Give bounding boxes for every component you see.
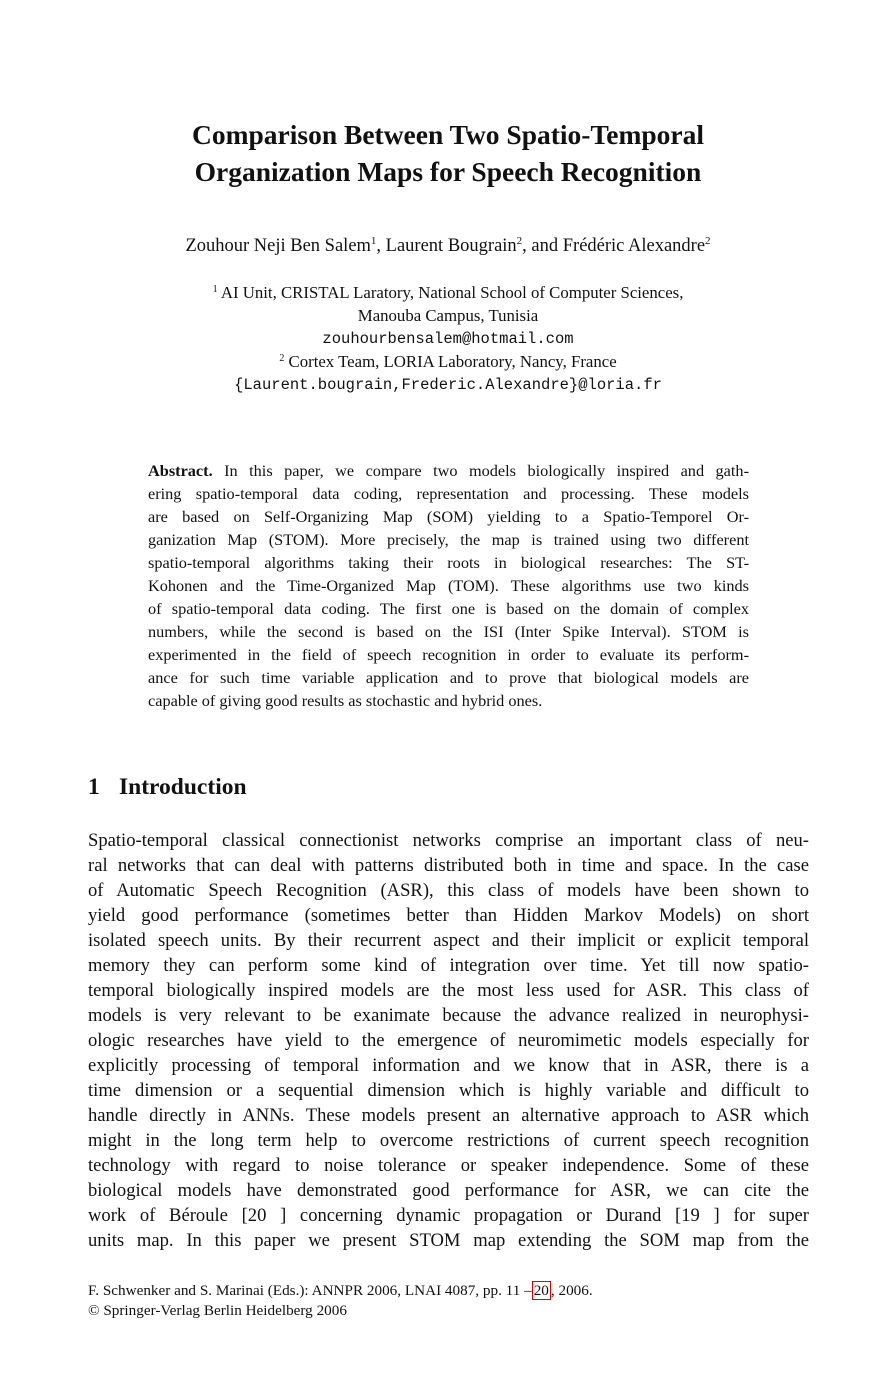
abstract: [148, 459, 749, 712]
abstract-line-text: In this paper, we compare two models biologically inspired and gath-: [212, 461, 749, 480]
section-heading: [88, 772, 247, 802]
abstract-line: experimented in the field of speech recognition in order to evaluate its perform-: [148, 645, 749, 664]
abstract-line: ganization Map (STOM). More precisely, the map is trained using two different: [148, 530, 749, 549]
section-number: 1: [88, 774, 100, 800]
section-title: Introduction: [119, 774, 247, 800]
affiliation-2-text: Cortex Team, LORIA Laboratory, Nancy, France: [284, 352, 617, 371]
body-line: models is very relevant to be exanimate because the advance realized in neurophysi-: [88, 1005, 809, 1026]
abstract-line: of spatio-temporal data coding. The first one is based on the domain of complex: [148, 599, 749, 618]
author-2: , Laurent Bougrain: [376, 236, 517, 256]
author-1-affiliation-mark: 1: [370, 235, 377, 247]
body-line: explicitly processing of temporal information and we know that in ASR, there is a: [88, 1055, 809, 1076]
abstract-line: numbers, while the second is based on the ISI (Inter Spike Interval). STOM is: [148, 622, 749, 641]
abstract-line: are based on Self-Organizing Map (SOM) yielding to a Spatio-Temporel Or-: [148, 507, 749, 526]
footer-citation: [88, 1281, 593, 1301]
body-line: units map. In this paper we present STOM map extending the SOM map from the: [88, 1230, 809, 1251]
body-line: technology with regard to noise tolerance or speaker independence. Some of these: [88, 1155, 809, 1176]
body-line: time dimension or a sequential dimension which is highly variable and difficult to: [88, 1080, 809, 1101]
footer-citation-text: F. Schwenker and S. Marinai (Eds.): ANNPR 2006, LNAI 4087, pp. 11 –: [88, 1282, 532, 1299]
body-line: might in the long term help to overcome restrictions of current speech recognition: [88, 1130, 809, 1151]
affiliation-2-line-1: [0, 351, 896, 373]
author-2-affiliation-mark: 2: [516, 235, 523, 247]
title-line-1: Comparison Between Two Spatio-Temporal: [191, 119, 705, 150]
abstract-line: capable of giving good results as stochastic and hybrid ones.: [148, 691, 543, 710]
affiliation-1-line-1: [0, 282, 896, 304]
body-line: yield good performance (sometimes better than Hidden Markov Models) on short: [88, 905, 809, 926]
title-line-2: Organization Maps for Speech Recognition: [194, 156, 702, 187]
affiliation-1-email[interactable]: zouhourbensalem@hotmail.com: [322, 330, 574, 348]
affiliation-1-mark: 1: [212, 284, 218, 295]
author-list: [0, 233, 896, 259]
body-line: of Automatic Speech Recognition (ASR), this class of models have been shown to: [88, 880, 809, 901]
abstract-line: spatio-temporal algorithms taking their roots in biological researches: The ST-: [148, 553, 749, 572]
body-line: memory they can perform some kind of integration over time. Yet till now spatio-: [88, 955, 809, 976]
body-line: ral networks that can deal with patterns distributed both in time and space. In the case: [88, 855, 809, 876]
abstract-line: Kohonen and the Time-Organized Map (TOM). These algorithms use two kinds: [148, 576, 749, 595]
author-3-affiliation-mark: 2: [705, 235, 711, 247]
body-line: Spatio-temporal classical connectionist networks comprise an important class of neu-: [88, 830, 809, 851]
body-line: isolated speech units. By their recurrent aspect and their implicit or explicit temporal: [88, 930, 809, 951]
abstract-line: [148, 459, 749, 482]
affiliation-1-line-2: Manouba Campus, Tunisia: [357, 306, 539, 325]
affiliation-2-mark: 2: [279, 353, 285, 364]
affiliation-1-text: AI Unit, CRISTAL Laratory, National School of Computer Sciences,: [217, 283, 684, 302]
affiliation-2-email[interactable]: {Laurent.bougrain,Frederic.Alexandre}@loria.fr: [234, 376, 662, 394]
footer-copyright: © Springer-Verlag Berlin Heidelberg 2006: [88, 1302, 347, 1319]
body-line: temporal biologically inspired models are the most less used for ASR. This class of: [88, 980, 809, 1001]
author-3: , and Frédéric Alexandre: [522, 236, 706, 256]
body-line: ologic researches have yield to the emergence of neuromimetic models especially for: [88, 1030, 809, 1051]
body-line: handle directly in ANNs. These models present an alternative approach to ASR which: [88, 1105, 809, 1126]
footer-citation-year: , 2006.: [550, 1282, 593, 1299]
page-range-link[interactable]: 20: [533, 1282, 549, 1299]
abstract-line: ance for such time variable application and to prove that biological models are: [148, 668, 749, 687]
abstract-label: Abstract.: [148, 461, 213, 480]
paper-title: [0, 116, 896, 190]
body-line: work of Béroule [20 ] concerning dynamic propagation or Durand [19 ] for super: [88, 1205, 809, 1226]
footer: [88, 1281, 593, 1321]
author-1: Zouhour Neji Ben Salem: [185, 236, 371, 256]
abstract-line: ering spatio-temporal data coding, representation and processing. These models: [148, 484, 749, 503]
introduction-body: [88, 828, 809, 1253]
body-line: biological models have demonstrated good performance for ASR, we can cite the: [88, 1180, 809, 1201]
